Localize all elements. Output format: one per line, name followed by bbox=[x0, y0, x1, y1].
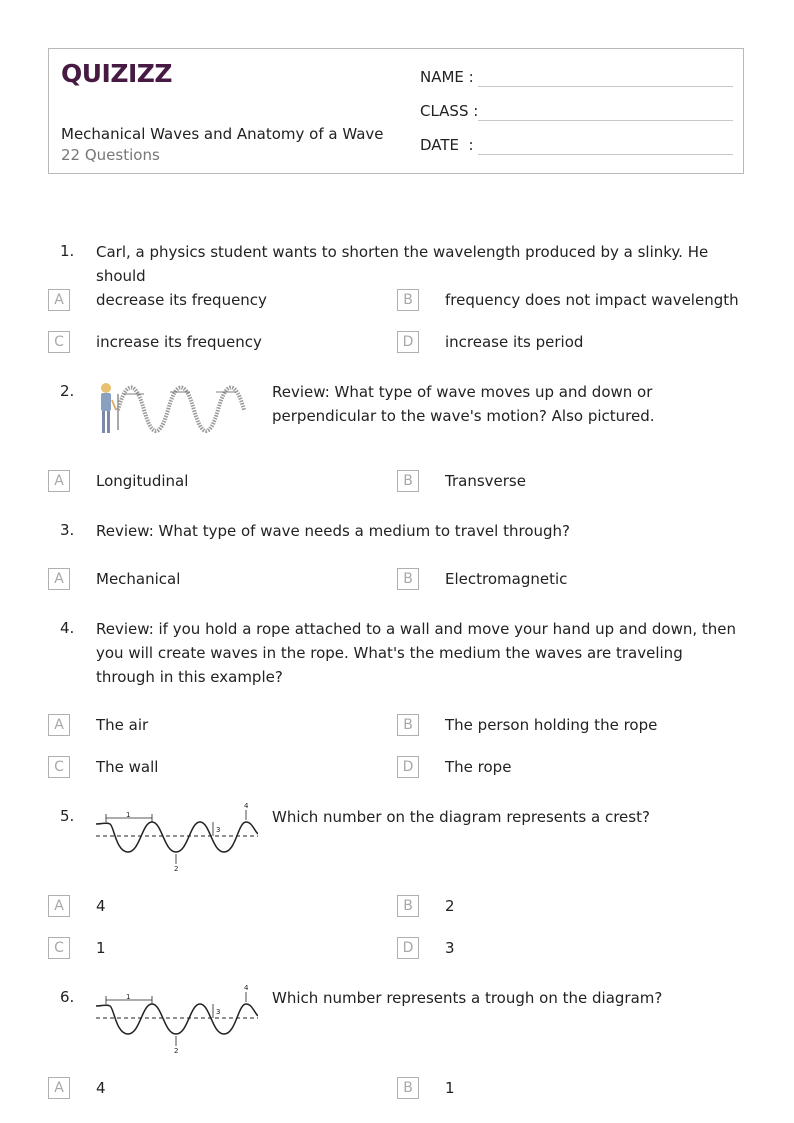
wave-diagram bbox=[96, 982, 258, 1056]
slinky-illustration bbox=[96, 380, 246, 440]
option-text: increase its frequency bbox=[96, 333, 262, 351]
option-text: The air bbox=[96, 716, 149, 734]
option-text: 1 bbox=[96, 939, 106, 957]
option-text: 1 bbox=[445, 1079, 455, 1097]
option-text: The wall bbox=[96, 758, 159, 776]
question-number: 6. bbox=[60, 988, 75, 1006]
option-letter[interactable]: D bbox=[397, 756, 419, 778]
option-letter[interactable]: B bbox=[397, 714, 419, 736]
option-letter[interactable]: B bbox=[397, 568, 419, 590]
question-text: Which number represents a trough on the diagram? bbox=[272, 989, 663, 1007]
option-text: 4 bbox=[96, 1079, 106, 1097]
option-text: Electromagnetic bbox=[445, 570, 568, 588]
option-text: frequency does not impact wavelength bbox=[445, 291, 739, 309]
option-text: Longitudinal bbox=[96, 472, 189, 490]
option-letter[interactable]: A bbox=[48, 470, 70, 492]
option-letter[interactable]: B bbox=[397, 1077, 419, 1099]
label-4: 4 bbox=[244, 802, 249, 810]
label-2: 2 bbox=[174, 865, 179, 873]
label-3: 3 bbox=[216, 1008, 221, 1016]
option-text: The person holding the rope bbox=[445, 716, 658, 734]
date-field[interactable] bbox=[420, 136, 474, 154]
question-text: Carl, a physics student wants to shorten the wavelength produced by a slinky. He should bbox=[96, 243, 709, 285]
option-letter[interactable]: D bbox=[397, 937, 419, 959]
name-line[interactable] bbox=[478, 86, 733, 87]
question-number: 4. bbox=[60, 619, 75, 637]
person-body-icon bbox=[101, 393, 111, 411]
label-1: 1 bbox=[126, 993, 131, 1001]
name-field[interactable] bbox=[420, 68, 474, 86]
option-letter[interactable]: A bbox=[48, 568, 70, 590]
option-text: decrease its frequency bbox=[96, 291, 267, 309]
label-3: 3 bbox=[216, 826, 221, 834]
label-2: 2 bbox=[174, 1047, 179, 1055]
option-text: 4 bbox=[96, 897, 106, 915]
class-field[interactable] bbox=[420, 102, 478, 120]
question-text: Review: if you hold a rope attached to a wall and move your hand up and down, then you will create waves in the rope. What's the medium the waves are traveling through in this example? bbox=[96, 620, 737, 686]
wave-curve bbox=[96, 1004, 258, 1034]
question-text: Review: What type of wave needs a medium to travel through? bbox=[96, 522, 570, 540]
option-letter[interactable]: A bbox=[48, 895, 70, 917]
option-letter[interactable]: B bbox=[397, 470, 419, 492]
label-4: 4 bbox=[244, 984, 249, 992]
option-text: 3 bbox=[445, 939, 455, 957]
option-letter[interactable]: A bbox=[48, 1077, 70, 1099]
wave-curve bbox=[96, 822, 258, 852]
worksheet-title: Mechanical Waves and Anatomy of a Wave bbox=[61, 125, 384, 143]
question-number: 3. bbox=[60, 521, 75, 539]
option-text: Mechanical bbox=[96, 570, 181, 588]
question-text: Which number on the diagram represents a crest? bbox=[272, 808, 650, 826]
option-text: increase its period bbox=[445, 333, 584, 351]
date-line[interactable] bbox=[478, 154, 733, 155]
question-count: 22 Questions bbox=[61, 146, 160, 164]
option-letter[interactable]: A bbox=[48, 289, 70, 311]
option-letter[interactable]: D bbox=[397, 331, 419, 353]
option-text: The rope bbox=[445, 758, 512, 776]
class-line[interactable] bbox=[478, 120, 733, 121]
question-number: 5. bbox=[60, 807, 75, 825]
question-text: Review: What type of wave moves up and down or perpendicular to the wave's motion? Also pictured. bbox=[272, 383, 655, 425]
quizizz-logo: QUIZIZZ bbox=[61, 59, 173, 88]
question-number: 2. bbox=[60, 382, 75, 400]
option-letter[interactable]: B bbox=[397, 895, 419, 917]
label-1: 1 bbox=[126, 811, 131, 819]
question-number: 1. bbox=[60, 242, 75, 260]
wave-diagram bbox=[96, 800, 258, 874]
option-letter[interactable]: C bbox=[48, 331, 70, 353]
class-label: CLASS : bbox=[420, 102, 479, 120]
option-letter[interactable]: A bbox=[48, 714, 70, 736]
worksheet-header bbox=[48, 48, 744, 174]
option-text: Transverse bbox=[445, 472, 526, 490]
option-text: 2 bbox=[445, 897, 455, 915]
date-label: DATE : bbox=[420, 136, 474, 154]
option-letter[interactable]: C bbox=[48, 756, 70, 778]
name-label: NAME : bbox=[420, 68, 474, 86]
option-letter[interactable]: C bbox=[48, 937, 70, 959]
option-letter[interactable]: B bbox=[397, 289, 419, 311]
person-head-icon bbox=[101, 383, 111, 393]
